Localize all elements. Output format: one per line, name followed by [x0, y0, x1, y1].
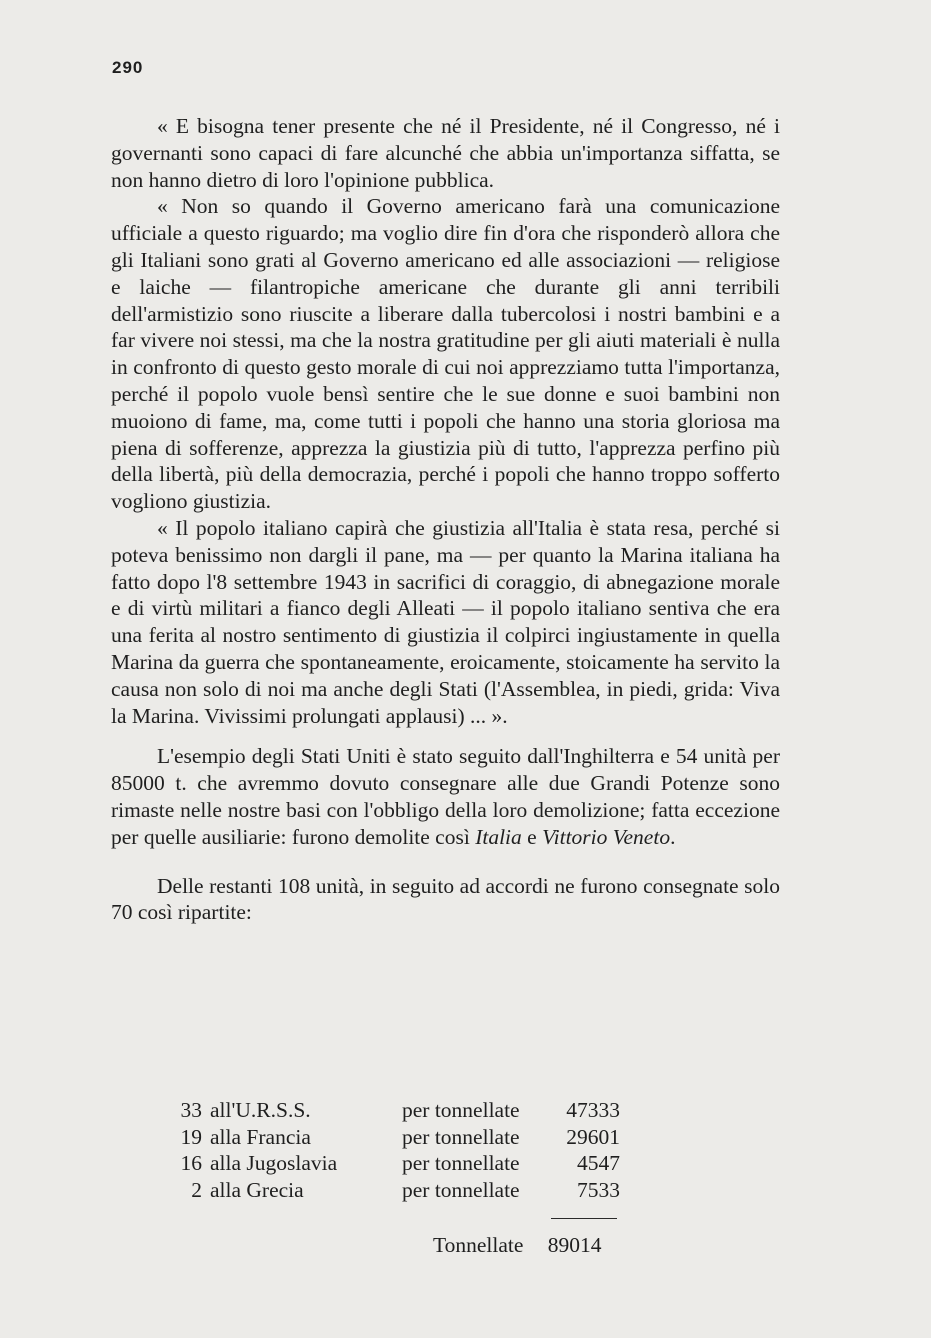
destination: alla Grecia [210, 1177, 304, 1202]
tonnage-value: 4547 [577, 1151, 620, 1176]
paragraph-4-conjunction: e [521, 824, 543, 849]
unit-label: per tonnellate [402, 1098, 520, 1122]
page-number: 290 [112, 58, 144, 77]
unit-count: 33 [180, 1098, 202, 1122]
paragraph-4-text: L'esempio degli Stati Uniti è stato seguito dall'Inghilterra e 54 unità per 85000 t. che avremmo dovuto consegnare alle due Grandi Potenze sono rimaste nelle nostre basi con l'obbligo della loro demolizione; fatta eccezione per quelle ausiliarie: furono demolite così [111, 744, 780, 849]
table-row [176, 1150, 620, 1177]
unit-label: per tonnellate [402, 1124, 520, 1149]
paragraph-quote-1: « E bisogna tener presente che né il Presidente, né il Congresso, né i governanti sono capaci di fare alcunché che abbia un'importanza siffatta, se non hanno dietro di loro l'opinione pubblica. [111, 114, 780, 192]
table-row [176, 1124, 620, 1151]
paragraph-4-end: . [670, 824, 676, 849]
total-row [433, 1232, 601, 1259]
paragraph-4 [111, 743, 780, 850]
paragraph-5: Delle restanti 108 unità, in seguito ad accordi ne furono consegnate solo 70 così ripartite: [111, 873, 780, 925]
unit-count: 19 [180, 1124, 202, 1149]
paragraph-quote-3: « Il popolo italiano capirà che giustizia all'Italia è stata resa, perché si poteva benissimo non dargli il pane, ma — per quanto la Marina italiana ha fatto dopo l'8 settembre 1943 in sacrifici di coraggio, di abnegazione morale e di virtù militari a fianco degli Alleati — il popolo italiano sentiva che era una ferita al nostro sentimento di giustizia il colpirci ingiustamente in quella Marina da guerra che spontaneamente, eroicamente, stoicamente ha servito la causa non solo di noi ma anche degli Stati (l'Assemblea, in piedi, grida: Viva la Marina. Vivissimi prolungati applausi) ... ». [111, 515, 780, 728]
unit-label: per tonnellate [402, 1151, 520, 1176]
total-divider [551, 1218, 617, 1219]
tonnage-value: 47333 [566, 1098, 620, 1122]
total-label: Tonnellate [433, 1233, 524, 1257]
body-text [111, 113, 780, 926]
table-row [176, 1097, 620, 1124]
unit-label: per tonnellate [402, 1177, 520, 1202]
unit-count: 2 [191, 1177, 202, 1202]
destination: alla Francia [210, 1124, 311, 1149]
total-value: 89014 [547, 1233, 602, 1257]
tonnage-value: 29601 [566, 1124, 620, 1149]
tonnage-value: 7533 [577, 1177, 620, 1202]
destination: all'U.R.S.S. [210, 1098, 311, 1122]
paragraph-quote-2: « Non so quando il Governo americano farà una comunicazione ufficiale a questo riguardo; ma voglio dire fin d'ora che risponderò allora che gli Italiani sono grati al Governo americano ed alle associazioni — religiose e laiche — filantropiche americane che durante gli anni terribili dell'armistizio sono riuscite a liberare dalla tubercolosi i nostri bambini e a far vivere noi stessi, ma che la nostra gratitudine per gli aiuti materiali è nulla in confronto di questo gesto morale di cui noi apprezziamo tutta l'importanza, perché il popolo vuole bensì sentire che le sue donne e suoi bambini non muoiono di fame, ma, come tutti i popoli che hanno una storia gloriosa ma piena di sofferenze, apprezza la giustizia più di tutto, l'apprezza perfino più della libertà, più della democrazia, perché i popoli che hanno troppo sofferto vogliono giustizia. [111, 194, 780, 514]
distribution-table [176, 1097, 620, 1203]
unit-count: 16 [180, 1151, 202, 1176]
ship-name-italia: Italia [475, 824, 522, 849]
destination: alla Jugoslavia [210, 1151, 338, 1176]
table-row [176, 1177, 620, 1204]
ship-name-vittorio-veneto: Vittorio Veneto [542, 824, 671, 849]
